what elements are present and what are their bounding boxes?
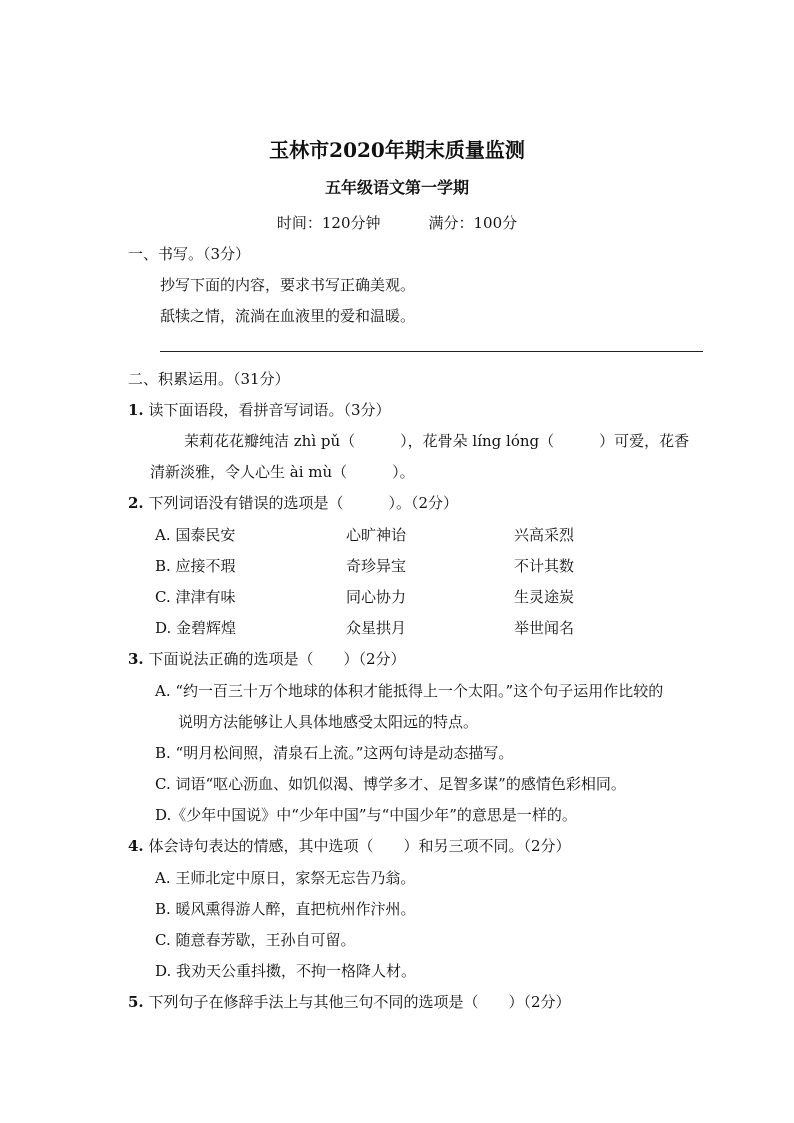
q2-number: 2. [128, 494, 144, 512]
q4-option-d: D. 我劝天公重抖擞，不拘一格降人材。 [155, 962, 417, 980]
q3-option-d: D.《少年中国说》中“少年中国”与“中国少年”的意思是一样的。 [155, 806, 577, 824]
q5 [128, 992, 571, 1012]
q4-number: 4. [128, 837, 144, 855]
q3-option-c: C. 词语“呕心沥血、如饥似渴、博学多才、足智多谋”的感情色彩相同。 [155, 775, 626, 793]
section1-heading: 一、书写。（3分） [128, 245, 251, 263]
exam-score: 满分：100分 [428, 214, 518, 232]
writing-line [160, 351, 703, 352]
exam-meta [0, 212, 794, 233]
q2-option-c-word-3: 生灵途炭 [514, 588, 575, 606]
q4-stem: 体会诗句表达的情感，其中选项（ ）和另三项不同。（2分） [148, 837, 571, 855]
q2-option-b-word-2: 奇珍异宝 [346, 557, 407, 575]
q3-stem: 下面说法正确的选项是（ ）（2分） [148, 650, 406, 668]
q1-passage-line-2: 清新淡雅，令人心生 ài mù（ ）。 [150, 463, 415, 481]
page-subtitle: 五年级语文第一学期 [324, 178, 469, 197]
q3 [128, 649, 406, 669]
q1-passage-line-1: 茉莉花花瓣纯洁 zhì pǔ（ ），花骨朵 líng lóng（ ）可爱，花香 [184, 432, 690, 450]
q3-option-a-line-2: 说明方法能够让人具体地感受太阳远的特点。 [178, 713, 479, 731]
q1 [128, 400, 391, 420]
q1-stem: 读下面语段，看拼音写词语。（3分） [148, 401, 391, 419]
q4-option-b: B. 暖风熏得游人醉，直把杭州作汴州。 [155, 900, 416, 918]
q2-option-d-word-3: 举世闻名 [514, 619, 575, 637]
page-title: 玉林市2020年期末质量监测 [269, 138, 525, 162]
section1-instruction: 抄写下面的内容，要求书写正确美观。 [160, 276, 416, 294]
q2-option-b-word-1: B. 应接不瑕 [155, 557, 236, 575]
q5-stem: 下列句子在修辞手法上与其他三句不同的选项是（ ）（2分） [148, 993, 571, 1011]
q3-option-a-line-1: A. “约一百三十万个地球的体积才能抵得上一个太阳。”这个句子运用作比较的 [155, 682, 664, 700]
q2-option-a-word-2: 心旷神诒 [346, 526, 407, 544]
q5-number: 5. [128, 993, 144, 1011]
q4-option-a: A. 王师北定中原日，家祭无忘告乃翁。 [155, 869, 416, 887]
q2 [128, 493, 458, 513]
q2-option-b-word-3: 不计其数 [514, 557, 575, 575]
q4 [128, 836, 571, 856]
q2-option-c-word-1: C. 津津有味 [155, 588, 236, 606]
q2-option-c-word-2: 同心协力 [346, 588, 407, 606]
q3-option-b: B. “明月松间照，清泉石上流。”这两句诗是动态描写。 [155, 744, 514, 762]
exam-time: 时间：120分钟 [276, 214, 381, 232]
q2-option-a-word-3: 兴高采烈 [514, 526, 575, 544]
q2-option-d-word-2: 众星拱月 [346, 619, 407, 637]
q2-stem: 下列词语没有错误的选项是（ ）。（2分） [148, 494, 458, 512]
section2-heading: 二、积累运用。（31分） [128, 370, 290, 388]
q2-option-d-word-1: D. 金碧辉煌 [155, 619, 237, 637]
q2-option-a-word-1: A. 国泰民安 [155, 526, 236, 544]
section1-copy-text: 舐犊之情，流淌在血液里的爱和温暖。 [160, 307, 416, 325]
q4-option-c: C. 随意春芳歇，王孙自可留。 [155, 931, 356, 949]
q1-number: 1. [128, 401, 144, 419]
q3-number: 3. [128, 650, 144, 668]
